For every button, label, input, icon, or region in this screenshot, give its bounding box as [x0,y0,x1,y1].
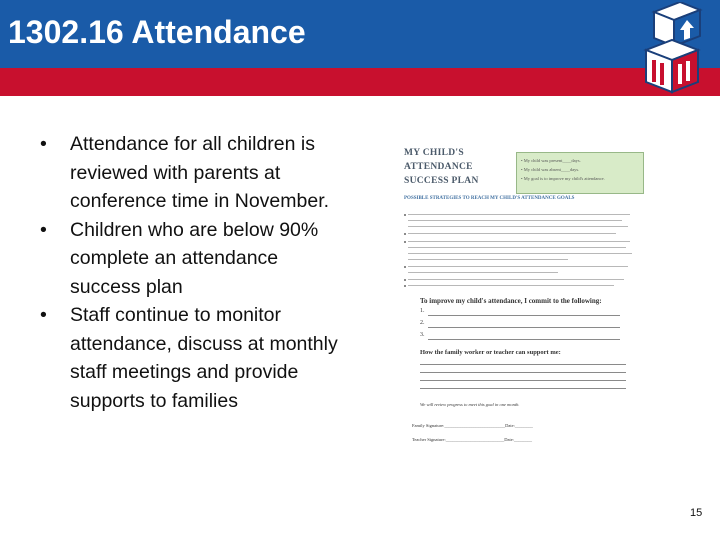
attendance-plan-document-image [396,140,642,452]
document-title-line: SUCCESS PLAN [404,176,479,186]
bullet-item [40,130,350,216]
write-in-line [428,315,620,316]
fine-print-line [408,272,558,273]
page-number: 15 [690,507,703,519]
write-in-line [420,372,626,373]
write-in-line [428,339,620,340]
write-in-line [420,388,626,389]
document-title-line: ATTENDANCE [404,162,473,172]
bullet-text: Children who are below 90% complete an attendance success plan [70,218,319,298]
fine-print-line [408,220,622,221]
teacher-signature-line: Teacher Signature:__________________________Date:________ [412,437,533,442]
fine-print-line [408,226,628,227]
bullet-item [40,216,350,302]
commit-number: 2. [420,320,425,326]
strategy-bullet [404,285,406,287]
goal-line: • My goal is to improve my child's attendance. [521,176,605,181]
alphabet-blocks-logo-icon [636,2,720,96]
goal-line: • My child was present____days. [521,158,581,163]
bullet-text: Staff continue to monitor attendance, discuss at monthly staff meetings and provide supports to families [70,304,338,412]
review-note: We will review progress to meet this goal in one month. [420,402,520,407]
family-signature-line: Family Signature:___________________________Date:________ [412,423,533,428]
write-in-line [420,364,626,365]
write-in-line [428,327,620,328]
support-heading: How the family worker or teacher can support me: [420,349,561,356]
strategies-heading: POSSIBLE STRATEGIES TO REACH MY CHILD'S ATTENDANCE GOALS [404,196,575,201]
fine-print-line [408,253,632,254]
strategy-bullet [404,233,406,235]
commit-heading: To improve my child's attendance, I commit to the following: [420,297,602,305]
bullet-marker: • [40,218,47,241]
fine-print-line [408,285,614,286]
header-accent-band [0,68,720,96]
fine-print-line [408,279,624,280]
strategy-bullet [404,279,406,281]
goal-box [516,152,644,194]
commit-number: 3. [420,332,425,338]
bullet-list [40,130,350,415]
fine-print-line [408,214,630,215]
fine-print-line [408,233,616,234]
fine-print-line [408,241,630,242]
fine-print-line [408,259,568,260]
bullet-item [40,301,350,415]
document-title [404,146,479,188]
document-title-line: MY CHILD'S [404,148,464,158]
goal-line: • My child was absent____days. [521,167,580,172]
fine-print-line [408,266,628,267]
bullet-text: Attendance for all children is reviewed with parents at conference time in November. [70,133,330,212]
write-in-line [420,380,626,381]
strategy-bullet [404,214,406,216]
bullet-marker: • [40,304,47,326]
fine-print-line [408,247,626,248]
strategy-bullet [404,266,406,268]
bullet-marker: • [40,133,47,155]
slide-title: 1302.16 Attendance [8,14,306,50]
commit-number: 1. [420,308,425,314]
strategy-bullet [404,241,406,243]
